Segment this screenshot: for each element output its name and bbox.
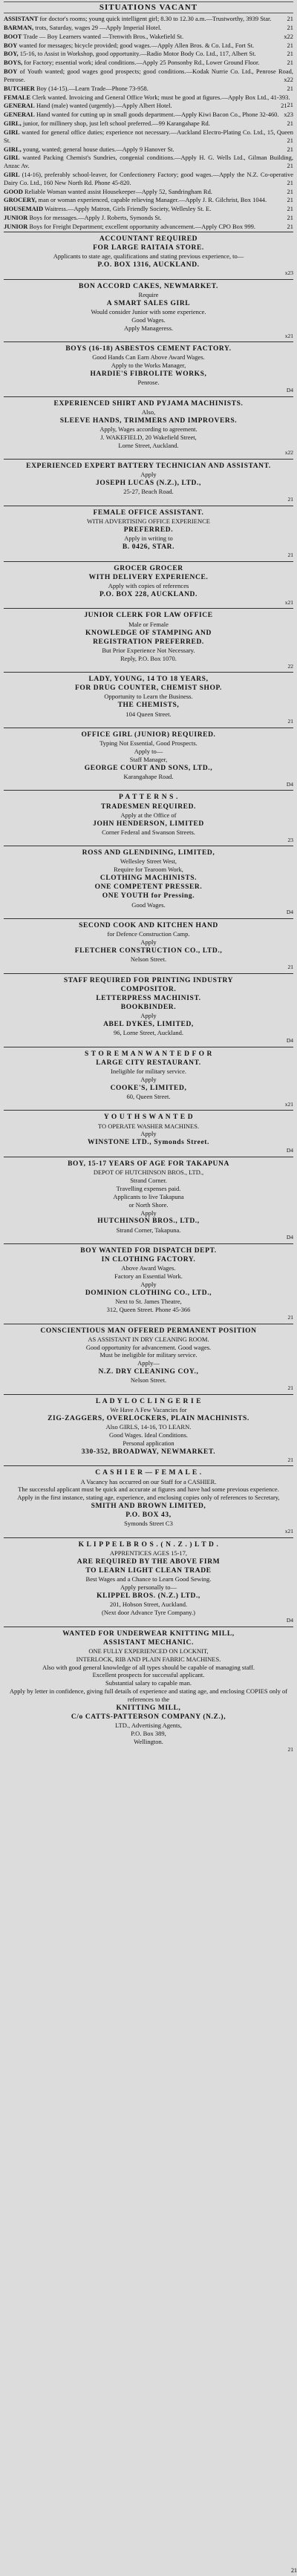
ad-reference: D4 [286, 387, 293, 394]
classified-ad [4, 196, 293, 204]
ad-body-line: Apply [140, 471, 157, 479]
ad-body-line: Corner Federal and Swanson Streets. [102, 828, 195, 836]
ad-body-line: Wellington. [134, 1738, 163, 1745]
ad-body-line: Typing Not Essential, Good Prospects. [99, 739, 198, 748]
ad-body-line: P.O. Box 389, [131, 1730, 166, 1738]
ad-heading-line: COMPOSITOR. [120, 985, 177, 993]
ad-heading-line: BOOKBINDER. [120, 1004, 177, 1012]
ad-heading-line: DOMINION CLOTHING CO., LTD., [85, 1289, 212, 1297]
ad-heading-line: ABEL DYKES, LIMITED, [103, 1021, 194, 1029]
ad-text: wanted for messages; bicycle provided; good wages.—Apply Allen Bros. & Co. Ltd., Fort St. [19, 41, 255, 49]
ad-reference: D4 [286, 1234, 293, 1241]
ad-text: man or woman experienced, capable relieving Manager.—Apply J. R. Gilchrist, Box 1044. [38, 196, 267, 204]
ad-heading-line: HUTCHINSON BROS., LTD., [97, 1217, 200, 1226]
ad-heading-line: JOSEPH LUCAS (N.Z.), LTD., [96, 480, 201, 488]
ad-lead-word: BOY, [4, 50, 19, 58]
ad-body-line: Apply [140, 1012, 157, 1020]
ad-lead-word: BOYS, [4, 59, 23, 67]
classified-ad [4, 223, 293, 231]
ad-heading-line: ACCOUNTANT REQUIRED [99, 235, 198, 243]
ad-heading-line: IN CLOTHING FACTORY. [101, 1256, 196, 1264]
ad-heading-line: K L I P P E L B R O S . ( N . Z . ) L T D . [78, 1540, 219, 1549]
ad-heading-line: P.O. BOX 228, AUCKLAND. [99, 590, 198, 598]
classified-ad [4, 120, 293, 128]
classified-ad [4, 205, 293, 213]
ad-body-line: Apply Manageress. [123, 324, 174, 332]
ad-heading-line: FEMALE OFFICE ASSISTANT. [93, 509, 204, 517]
ad-body-line: 96, Lorne Street, Auckland. [114, 1029, 183, 1037]
ad-lead-word: GENERAL [4, 102, 35, 110]
ad-heading-line: FLETCHER CONSTRUCTION CO., LTD., [74, 947, 223, 955]
classified-ad [4, 188, 293, 196]
ad-reference: 21 [287, 214, 293, 222]
classified-ad [4, 214, 293, 222]
ad-reference: 21 [287, 59, 293, 67]
ad-body-line: Apply [140, 1130, 157, 1138]
ad-reference: x21 [284, 332, 293, 339]
ad-reference: D4 [286, 909, 293, 916]
ad-reference: x22 [284, 32, 293, 40]
display-ad [4, 672, 293, 728]
ad-lead-word: GIRL [4, 170, 20, 178]
ad-heading-line: KNOWLEDGE OF STAMPING AND [85, 629, 212, 637]
ad-heading-line: LADY, YOUNG, 14 TO 18 YEARS, [88, 676, 209, 684]
ad-body-line: Excellent prospects for successful applicant. [92, 1671, 205, 1679]
ad-body-line: J. WAKEFIELD, 20 Wakefield Street, [100, 433, 197, 441]
ad-reference: x23 [284, 111, 293, 119]
ad-body-line: Strand Corner, Takapuna. [116, 1226, 181, 1234]
classified-ad [4, 171, 293, 187]
ad-body-line: Also, [141, 408, 156, 416]
ad-text: Reliable Woman wanted assist Housekeeper—Apply 52, Sandringham Rd. [24, 187, 212, 195]
ad-heading-line: GROCER GROCER [114, 564, 183, 572]
display-ad [4, 1243, 293, 1323]
ad-body-line: Would consider Junior with some experience. [91, 307, 206, 316]
ad-body-line: Require [138, 290, 159, 298]
ad-body-line: or North Shore. [128, 1200, 169, 1209]
ad-body-line: Must be ineligible for military service. [99, 1351, 198, 1359]
ad-lead-word: ASSISTANT [4, 15, 39, 23]
ad-body-line: But Prior Experience Not Necessary. [102, 646, 195, 654]
ad-reference: 21 [287, 205, 293, 213]
ad-lead-word: BOY [4, 41, 18, 49]
ad-heading-line: REGISTRATION PREFERRED. [93, 638, 204, 646]
ad-text: wanted Packing Chemist's Sundries, congenial conditions.—Apply H. G. Wells Ltd., Gilman Building, Anzac Av. [4, 154, 293, 170]
ad-body-line: Good Hands Can Earn Above Award Wages. [92, 353, 205, 362]
ad-reference: 21 [287, 1313, 293, 1321]
small-ads-list [4, 15, 293, 231]
classified-ad [4, 128, 293, 145]
ad-body-line: Apply at the Office of [120, 811, 177, 819]
display-ad [4, 846, 293, 918]
ad-body-line: Nelson Street. [130, 955, 167, 964]
classified-ad [4, 15, 293, 23]
ad-heading-line: ONE YOUTH for Pressing. [102, 892, 195, 900]
ad-text: for doctor's rooms; young quick intelligent girl; 8.30 to 12.30 a.m.—Trustworthy, 3939 Star. [39, 15, 272, 23]
ad-heading-line: KLIPPEL BROS. (N.Z.) LTD., [97, 1592, 200, 1600]
ad-reference: x22 [284, 449, 293, 457]
ad-body-line: Good Wages. [131, 900, 166, 909]
ad-reference: 21 [287, 120, 293, 128]
display-ad [4, 341, 293, 396]
ad-lead-word: GIRL, [4, 145, 22, 153]
ad-heading-line: Y O U T H S W A N T E D [103, 1114, 194, 1122]
ad-heading-line: ZIG-ZAGGERS, OVERLOCKERS, PLAIN MACHINISTS. [48, 1414, 249, 1422]
classified-ad [4, 33, 293, 41]
display-ad [4, 279, 293, 341]
ad-body-line: 25-27, Beach Road. [123, 488, 174, 496]
classified-ad [4, 146, 293, 154]
ad-reference: 21 [287, 718, 293, 725]
display-ad [4, 459, 293, 506]
ad-heading-line: ARE REQUIRED BY THE ABOVE FIRM [76, 1557, 221, 1566]
ad-heading-line: TO LEARN LIGHT CLEAN TRADE [85, 1567, 212, 1575]
ad-heading-line: EXPERIENCED SHIRT AND PYJAMA MACHINISTS. [53, 399, 244, 408]
ad-text: trots, Saturday, wages 29 —Apply Imperial Hotel. [35, 23, 162, 31]
ad-body-line: Travelling expenses paid. [116, 1184, 181, 1192]
ad-body-line: Apply [140, 1281, 157, 1289]
ad-lead-word: GOOD [4, 187, 23, 195]
ad-body-line: LTD., Advertising Agents, [115, 1722, 182, 1730]
ad-body-line: APPRENTICES AGES 15-17, [109, 1549, 188, 1557]
ad-text: Hand (male) wanted (urgently).—Apply Albert Hotel. [36, 102, 172, 110]
display-ads-list [4, 232, 293, 1756]
ad-heading-line: BOY WANTED FOR DISPATCH DEPT. [80, 1247, 217, 1255]
ad-heading-line: B. 0426, STAR. [122, 543, 175, 551]
ad-body-line: for Defence Construction Camp. [107, 930, 190, 938]
ad-text: Waitress.—Apply Matron, Girls Friendly Society, Wellesley St. E. [45, 205, 212, 213]
ad-reference: 21 [281, 102, 287, 110]
display-ad [4, 1537, 293, 1627]
ad-body-line: Apply to— [134, 748, 163, 755]
display-ad [4, 1324, 293, 1394]
ad-heading-line: S T O R E M A N W A N T E D F O R [84, 1050, 213, 1058]
ad-body-line: TO OPERATE WASHER MACHINES. [97, 1122, 200, 1130]
ad-reference: 21 [287, 136, 293, 144]
ad-text: of Youth wanted; good wages good prospects; good conditions.—Kodak Nurrie Co. Ltd., Penrose Road, Penrose. [4, 68, 293, 83]
ad-heading-line: CLOTHING MACHINISTS. [99, 875, 198, 883]
ad-body-line: ONE FULLY EXPERIENCED ON LOCKNIT, [88, 1647, 209, 1655]
ad-text: Boys for messages.—Apply J. Roberts, Symonds St. [29, 214, 162, 222]
ad-heading-line: JOHN HENDERSON, LIMITED [93, 820, 204, 828]
ad-reference: 21 [287, 1385, 293, 1392]
ad-reference: 21 [287, 15, 293, 23]
classified-ad [4, 102, 293, 110]
ad-body-line: Apply [140, 1075, 157, 1083]
ad-body-line: Substantial salary to capable man. [105, 1679, 192, 1687]
ad-body-line: The successful applicant must be quick and accurate at figures and have had some previous experience. [18, 1485, 279, 1494]
ad-heading-line: SMITH AND BROWN LIMITED, [91, 1503, 206, 1511]
classified-ad [4, 154, 293, 170]
display-ad [4, 1627, 293, 1756]
ad-lead-word: BOY [4, 68, 18, 76]
ad-reference: D4 [286, 780, 293, 788]
ad-reference: x23 [284, 269, 293, 277]
ad-reference: x21 [284, 1100, 293, 1108]
ad-body-line: We Have A Few Vacancies for [110, 1405, 187, 1413]
ad-body-line: 60, Queen Street. [126, 1092, 171, 1100]
ad-heading-line: BON ACCORD CAKES, NEWMARKET. [79, 282, 218, 290]
classified-ad [4, 42, 293, 50]
ad-body-line: Applicants to state age, qualifications and stating previous experience, to— [53, 252, 244, 261]
ad-heading-line: GEORGE COURT AND SONS, LTD., [84, 764, 213, 772]
ad-reference: 21 [287, 187, 293, 195]
ad-heading-line: LARGE CITY RESTAURANT. [96, 1059, 201, 1067]
ad-lead-word: JUNIOR [4, 222, 28, 230]
ad-reference: 21 [287, 178, 293, 186]
ad-reference: 21 [287, 84, 293, 92]
ad-reference: 22 [287, 662, 293, 670]
ad-body-line: Apply by letter in confidence, giving full details of experience and stating age, and enclosing COPIES only of references to the [9, 1687, 288, 1704]
display-ad [4, 506, 293, 561]
ad-heading-line: WITH DELIVERY EXPERIENCE. [88, 573, 209, 581]
ad-body-line: Apply [140, 938, 157, 947]
ad-body-line: Strand Corner. [130, 1177, 167, 1185]
ad-text: (14-16), preferably school-leaver, for Confectionery Factory; good wages.—Apply the N.Z. Co-operative Dairy Co. Ltd., 160 New North Rd. Phone 45-820. [4, 170, 293, 186]
ad-body-line: Apply [140, 1209, 157, 1217]
ad-heading-line: STAFF REQUIRED FOR PRINTING INDUSTRY [63, 976, 234, 984]
ad-body-line: Apply— [137, 1359, 160, 1367]
ad-reference: 21 [287, 1456, 293, 1463]
ad-reference: 21 [287, 496, 293, 503]
ad-text: wanted for general office duties; experience not necessary.—Auckland Electro-Plating Co. Ltd., 15, Queen St. [4, 128, 293, 144]
ad-reference: 21 [287, 551, 293, 558]
ad-lead-word: GIRL [4, 128, 20, 136]
display-ad [4, 790, 293, 846]
ad-heading-line: 330-352, BROADWAY, NEWMARKET. [81, 1448, 216, 1456]
ad-heading-line: A SMART SALES GIRL [106, 299, 191, 307]
ad-body-line: Good Wages. [131, 316, 166, 324]
ad-body-line: 201, Hobson Street, Auckland. [109, 1601, 188, 1609]
ad-reference: 21 [287, 1745, 293, 1753]
ad-reference: 23 [287, 836, 293, 843]
ad-reference: 21 [287, 145, 293, 153]
display-ad [4, 1110, 293, 1157]
classified-ad [4, 24, 293, 32]
ad-heading-line: BOY, 15-17 YEARS OF AGE FOR TAKAPUNA [68, 1160, 229, 1168]
ad-lead-word: GROCERY, [4, 196, 37, 204]
ad-body-line: Apply in writing to [124, 534, 173, 542]
classified-ad [4, 59, 293, 67]
ad-reference: D4 [286, 1147, 293, 1154]
ad-heading-line: HARDIE'S FIBROLITE WORKS, [90, 370, 207, 379]
ad-text: Boy (14-15).—Learn Trade—Phone 73-958. [36, 84, 148, 92]
ad-text: young, wanted; general house duties.—Apply 9 Hanover St. [22, 145, 174, 153]
ad-reference: 21 [287, 963, 293, 970]
ad-body-line: Lorne Street, Auckland. [118, 441, 179, 449]
ad-body-line: Good Wages. Ideal Conditions. [108, 1431, 189, 1439]
ad-body-line: Apply personally to— [120, 1583, 177, 1592]
ad-body-line: A Vacancy has occurred on our Staff for a CASHIER. [80, 1477, 217, 1485]
display-ad [4, 918, 293, 973]
ad-heading-line: THE CHEMISTS, [117, 702, 180, 710]
ad-reference: 21 [287, 41, 293, 49]
ad-heading-line: N.Z. DRY CLEANING COY., [98, 1368, 199, 1376]
ad-reference: D4 [286, 1037, 293, 1045]
ad-text: for Factory; essential work; ideal conditions.—Apply 25 Ponsonby Rd., Lower Ground Floor. [24, 59, 260, 67]
ad-body-line: INTERLOCK, RIB AND PLAIN FABRIC MACHINES. [76, 1655, 221, 1663]
ad-heading-line: PREFERRED. [123, 526, 174, 534]
display-ad [4, 1465, 293, 1537]
ad-lead-word: HOUSEMAID [4, 205, 44, 213]
ad-body-line: Wellesley Street West, [120, 857, 177, 866]
display-ad [4, 728, 293, 790]
ad-body-line: Personal application [123, 1439, 174, 1447]
classified-ad [4, 111, 293, 119]
ad-reference: D4 [286, 1616, 293, 1624]
ad-body-line: Apply in the first instance, stating age, experience, and enclosing copies only of references to Secretary, [17, 1494, 280, 1502]
ad-body-line: Applicants to live Takapuna [113, 1192, 184, 1200]
ad-reference: 21 [287, 162, 293, 170]
ad-body-line: Factory an Essential Work. [114, 1272, 183, 1281]
ad-heading-line: WINSTONE LTD., Symonds Street. [87, 1139, 210, 1147]
ad-reference: x21 [284, 1528, 293, 1535]
ad-lead-word: JUNIOR [4, 214, 28, 222]
ad-heading-line: ROSS AND GLENDINING, LIMITED, [82, 849, 215, 857]
ad-heading-line: LETTERPRESS MACHINIST. [96, 994, 201, 1002]
ad-body-line: Above Award Wages. [121, 1264, 176, 1272]
ad-body-line: 312, Queen Street. Phone 45-366 [106, 1306, 191, 1314]
ad-reference: 21 [287, 23, 293, 31]
ad-heading-line: TRADESMEN REQUIRED. [100, 802, 197, 811]
ad-text: Trade — Boy Learners wanted —Trenwith Bros., Wakefield St. [23, 32, 184, 40]
ad-reference: 21 [287, 196, 293, 204]
ad-text: Boys for Freight Department; excellent opportunity advancement.—Apply CPO Box 999. [29, 222, 256, 230]
ad-body-line: Reply, P.O. Box 1070. [120, 654, 177, 662]
classified-ad [4, 68, 293, 84]
ad-body-line: DEPOT OF HUTCHINSON BROS., LTD., [93, 1168, 204, 1177]
ad-lead-word: GIRL, [4, 120, 22, 128]
ad-heading-line: SLEEVE HANDS, TRIMMERS AND IMPROVERS. [59, 416, 238, 425]
ad-heading-line: BOYS (16-18) ASBESTOS CEMENT FACTORY. [65, 345, 232, 353]
ad-body-line: Require for Tearoom Work, [114, 866, 183, 874]
ad-body-line: Karangahape Road. [123, 772, 174, 780]
ad-heading-line: FOR DRUG COUNTER, CHEMIST SHOP. [74, 684, 223, 693]
section-heading: SITUATIONS VACANT [4, 1, 293, 13]
ad-heading-line: JUNIOR CLERK FOR LAW OFFICE [84, 612, 213, 620]
ad-body-line: Penrose. [137, 379, 160, 387]
ad-reference: x21 [284, 598, 293, 606]
page-number: 21 [291, 2567, 297, 2574]
classified-ad [4, 85, 293, 93]
ad-heading-line: C A S H I E R — F E M A L E . [95, 1469, 202, 1477]
ad-heading-line: FOR LARGE RAITAIA STORE. [93, 243, 204, 252]
ad-heading-line: OFFICE GIRL (JUNIOR) REQUIRED. [81, 730, 216, 739]
ad-text: Clerk wanted. Invoicing and General Office Work; must be good at figures.—Apply Box Ltd., 41-393. [32, 93, 290, 101]
ad-lead-word: GIRL [4, 154, 20, 162]
display-ad [4, 1394, 293, 1466]
ad-heading-line: SECOND COOK AND KITCHEN HAND [79, 922, 218, 930]
ad-body-line: Staff Manager, [129, 755, 168, 763]
ad-heading-line: ONE COMPETENT PRESSER. [94, 883, 203, 892]
ad-reference: x22 [284, 75, 293, 83]
ad-lead-word: FEMALE [4, 93, 31, 101]
display-ad [4, 973, 293, 1047]
ad-lead-word: BUTCHER [4, 84, 35, 92]
ad-body-line: Ineligible for military service. [111, 1068, 186, 1075]
ad-body-line: Apply with copies of references [108, 581, 189, 589]
ad-body-line: Male or Female [128, 620, 169, 628]
ad-body-line: Apply to the Works Manager, [111, 362, 186, 370]
ad-body-line: Also GIRLS, 14-16, TO LEARN. [105, 1422, 192, 1431]
ad-heading-line: P A T T E R N S . [119, 794, 178, 802]
ad-heading-line: CONSCIENTIOUS MAN OFFERED PERMANENT POSITION [40, 1327, 257, 1335]
display-ad [4, 1157, 293, 1243]
ad-heading-line: L A D Y L O C L I N G E R I E [95, 1397, 202, 1405]
ad-body-line: Symonds Street C3 [124, 1520, 173, 1528]
ad-text: 15-16, to Assist in Workshop, good opportunity.—Radio Motor Body Co. Ltd., 117, Albert St. [19, 50, 256, 58]
classified-ad [4, 50, 293, 58]
ad-text: Hand wanted for cutting up in small goods department.—Apply Kiwi Bacon Co., Phone 32-460. [36, 111, 279, 119]
ad-reference: 21 [287, 50, 293, 58]
ad-heading-line: KNITTING MILL, [116, 1704, 181, 1712]
display-ad [4, 608, 293, 672]
ad-heading-line: EXPERIENCED EXPERT BATTERY TECHNICIAN AND ASSISTANT. [26, 462, 271, 471]
ad-heading-line: COOKE'S, LIMITED, [110, 1084, 187, 1092]
ad-lead-word: GENERAL [4, 111, 35, 119]
ad-reference: 21 [287, 222, 293, 230]
ad-heading-line: ASSISTANT MECHANIC. [103, 1638, 194, 1647]
ad-body-line: Next to St. James Theatre, [115, 1298, 182, 1306]
ad-body-line: Best Wages and a Chance to Learn Good Sewing. [85, 1575, 212, 1583]
ad-body-line: 104 Queen Street. [125, 710, 172, 718]
ad-body-line: Nelson Street. [130, 1376, 167, 1385]
ad-reference: 21 [287, 101, 293, 109]
ad-body-line: Opportunity to Learn the Business. [104, 693, 193, 701]
display-ad [4, 396, 293, 459]
ad-body-line: (Next door Advance Tyre Company.) [102, 1609, 195, 1617]
ad-text: junior, for millinery shop, just left school preferred.—99 Karangahape Rd. [22, 120, 210, 128]
ad-heading-line: P.O. BOX 43, [125, 1511, 172, 1520]
display-ad [4, 232, 293, 279]
display-ad [4, 561, 293, 609]
ad-lead-word: BOOT [4, 32, 22, 40]
ad-body-line: Also with good general knowledge of all types should be capable of managing staff. [42, 1663, 255, 1671]
ad-heading-line: P.O. BOX 1316, AUCKLAND. [97, 261, 200, 269]
display-ad [4, 1047, 293, 1111]
ad-body-line: AS ASSISTANT IN DRY CLEANING ROOM. [88, 1335, 209, 1343]
ad-heading-line: WANTED FOR UNDERWEAR KNITTING MILL, [62, 1629, 235, 1638]
ad-body-line: Good opportunity for advancement. Good wages. [85, 1343, 212, 1351]
ad-lead-word: BARMAN, [4, 23, 34, 31]
ad-heading-line: C/o CATTS-PATTERSON COMPANY (N.Z.), [71, 1713, 226, 1722]
ad-body-line: Apply, Wages according to agreement. [99, 425, 198, 433]
ad-body-line: WITH ADVERTISING OFFICE EXPERIENCE [87, 517, 210, 525]
